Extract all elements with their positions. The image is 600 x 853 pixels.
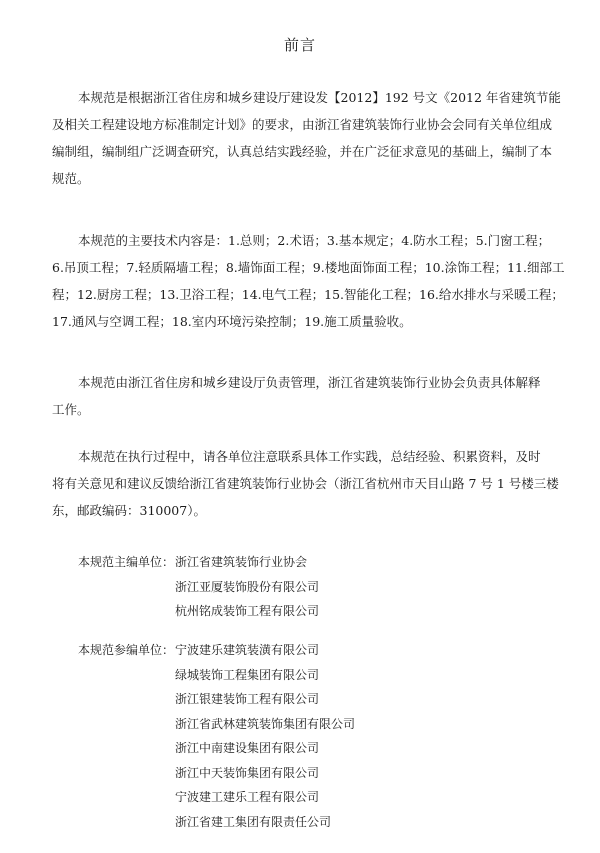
- paragraph-line: 本规范的主要技术内容是：1.总则；2.术语；3.基本规定；4.防水工程；5.门窗工程；: [78, 233, 551, 248]
- unit-name: 浙江亚厦装饰股份有限公司: [175, 579, 320, 594]
- unit-name: 浙江中南建设集团有限公司: [175, 741, 320, 755]
- unit-name: 绿城装饰工程集团有限公司: [175, 667, 320, 682]
- page-title: 前言: [283, 36, 316, 54]
- paragraph-basis: [52, 84, 561, 192]
- paragraph-line: 及相关工程建设地方标准制定计划》的要求，由浙江省建筑装饰行业协会会同有关单位组成: [52, 117, 553, 132]
- unit-name: 宁波建工建乐工程有限公司: [175, 790, 320, 804]
- paragraph-line: 东，邮政编码：310007）。: [52, 503, 206, 518]
- paragraph-line: 17.通风与空调工程；18.室内环境污染控制；19.施工质量验收。: [52, 314, 412, 329]
- paragraph-line: 编制组，编制组广泛调查研究，认真总结实践经验，并在广泛征求意见的基础上，编制了本: [52, 144, 553, 159]
- paragraph-line: 本规范由浙江省住房和城乡建设厅负责管理，浙江省建筑装饰行业协会负责具体解释: [78, 375, 541, 390]
- unit-name: 浙江中天装饰集团有限公司: [175, 765, 320, 780]
- paragraph-line: 本规范是根据浙江省住房和城乡建设厅建设发【2012】192 号文《2012 年省建筑节能: [78, 90, 561, 105]
- participating-units-label: 本规范参编单位：: [78, 643, 175, 657]
- paragraph-line: 程；12.厨房工程；13.卫浴工程；14.电气工程；15.智能化工程；16.给水排水与采暖工程；: [52, 287, 564, 302]
- paragraph-technical-contents: [52, 227, 565, 335]
- paragraph-line: 本规范在执行过程中，请各单位注意联系具体工作实践，总结经验、积累资料，及时: [78, 449, 541, 464]
- chief-units-label: 本规范主编单位：: [78, 555, 175, 569]
- unit-name: 浙江省建筑装饰行业协会: [175, 555, 308, 569]
- unit-name: 杭州铭成装饰工程有限公司: [175, 604, 320, 618]
- paragraph-line: 6.吊顶工程；7.轻质隔墙工程；8.墙饰面工程；9.楼地面饰面工程；10.涂饰工程；11.细部工: [52, 260, 565, 275]
- paragraph-line: 工作。: [52, 402, 90, 417]
- paragraph-line: 将有关意见和建议反馈给浙江省建筑装饰行业协会（浙江省杭州市天目山路 7 号 1 号楼三楼: [52, 476, 559, 491]
- paragraph-management: [52, 369, 550, 423]
- paragraph-line: 规范。: [52, 171, 90, 186]
- unit-name: 浙江省建工集团有限责任公司: [175, 814, 332, 829]
- paragraph-feedback: [52, 443, 559, 524]
- unit-name: 浙江省武林建筑装饰集团有限公司: [175, 716, 356, 731]
- participating-units-list: [78, 638, 355, 834]
- unit-name: 宁波建乐建筑装潢有限公司: [175, 643, 320, 657]
- unit-name: 浙江银建装饰工程有限公司: [175, 692, 320, 706]
- chief-units-list: [78, 550, 319, 624]
